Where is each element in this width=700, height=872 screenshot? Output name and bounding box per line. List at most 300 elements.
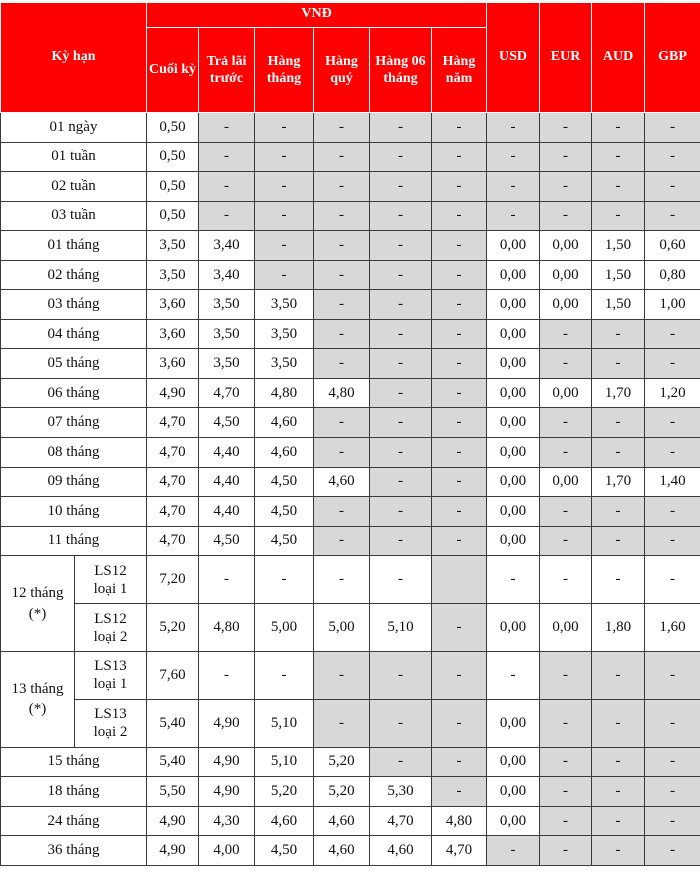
rate-cell: -	[487, 556, 540, 604]
rate-cell: 0,00	[487, 349, 540, 379]
table-row	[1, 604, 700, 652]
rate-cell: -	[540, 526, 592, 556]
rate-cell: 7,20	[147, 556, 199, 604]
rate-cell: -	[314, 408, 370, 438]
term-cell: 06 tháng	[1, 378, 147, 408]
term-cell	[1, 651, 75, 747]
rate-cell: -	[255, 231, 314, 261]
rate-cell: 1,60	[645, 604, 700, 652]
rate-cell: -	[199, 556, 255, 604]
rate-cell: -	[645, 497, 700, 527]
subtype-cell	[75, 699, 147, 747]
table-row	[1, 699, 700, 747]
term-cell	[1, 556, 75, 652]
rate-cell: 0,50	[147, 142, 199, 172]
subtype-code: LS12	[94, 610, 127, 627]
rate-cell: 4,90	[199, 699, 255, 747]
rate-cell: 0,00	[487, 260, 540, 290]
subtype-code: LS13	[94, 706, 127, 723]
rate-cell: -	[432, 408, 487, 438]
rate-cell: -	[370, 201, 432, 231]
rate-cell: 4,30	[199, 806, 255, 836]
rate-cell: 1,80	[592, 604, 645, 652]
rate-cell: 4,70	[147, 497, 199, 527]
vnd-col-header-semiannual: Hàng 06 tháng	[370, 28, 432, 113]
rate-cell: -	[645, 777, 700, 807]
rate-cell: -	[540, 349, 592, 379]
term-label: 13 tháng	[11, 681, 64, 698]
rate-cell: 4,60	[314, 467, 370, 497]
rate-cell: 4,90	[147, 836, 199, 866]
rate-cell: -	[592, 349, 645, 379]
vnd-col-header-end-of-term: Cuối kỳ	[147, 28, 199, 113]
rate-cell: 4,60	[370, 836, 432, 866]
rate-cell: 3,50	[255, 290, 314, 320]
rate-cell: -	[432, 777, 487, 807]
rate-cell: 0,00	[487, 526, 540, 556]
term-cell: 04 tháng	[1, 319, 147, 349]
rate-cell: -	[432, 231, 487, 261]
rate-cell: -	[370, 231, 432, 261]
table-row	[1, 113, 700, 143]
rate-cell: -	[592, 836, 645, 866]
rate-cell: 0,00	[487, 747, 540, 777]
rate-cell: 1,50	[592, 290, 645, 320]
rate-cell: 4,50	[255, 497, 314, 527]
rate-cell: 4,00	[199, 836, 255, 866]
rate-cell: 0,00	[487, 290, 540, 320]
table-row	[1, 747, 700, 777]
rate-cell: 0,00	[487, 777, 540, 807]
rate-cell: -	[592, 113, 645, 143]
rate-cell: -	[487, 651, 540, 699]
rate-cell: 4,50	[255, 526, 314, 556]
rate-cell: -	[370, 378, 432, 408]
term-cell: 02 tháng	[1, 260, 147, 290]
rate-cell: -	[370, 319, 432, 349]
rate-cell: 5,10	[255, 747, 314, 777]
term-cell: 05 tháng	[1, 349, 147, 379]
table-row	[1, 231, 700, 261]
term-note: (*)	[28, 605, 47, 622]
gbp-header: GBP	[645, 1, 700, 113]
rate-cell: 0,00	[487, 408, 540, 438]
subtype-cell	[75, 604, 147, 652]
term-cell: 02 tuần	[1, 172, 147, 202]
rate-cell: -	[540, 699, 592, 747]
term-cell: 01 tháng	[1, 231, 147, 261]
rate-cell: -	[540, 113, 592, 143]
table-row	[1, 290, 700, 320]
rate-cell: -	[487, 201, 540, 231]
table-body	[1, 113, 700, 866]
rate-cell: 5,50	[147, 777, 199, 807]
rate-cell: -	[432, 699, 487, 747]
rate-cell: -	[645, 172, 700, 202]
rate-cell: -	[255, 113, 314, 143]
term-cell: 03 tháng	[1, 290, 147, 320]
rate-cell: -	[314, 201, 370, 231]
rate-cell: -	[432, 467, 487, 497]
rate-cell: 4,80	[255, 378, 314, 408]
rate-cell: -	[370, 526, 432, 556]
vnd-col-header-annual: Hàng năm	[432, 28, 487, 113]
rate-cell: -	[314, 349, 370, 379]
rate-cell: -	[540, 806, 592, 836]
rate-cell: 1,20	[645, 378, 700, 408]
table-row	[1, 319, 700, 349]
rate-cell: 0,00	[487, 231, 540, 261]
rate-cell: 3,50	[147, 231, 199, 261]
rate-cell: -	[432, 349, 487, 379]
rate-cell: -	[370, 467, 432, 497]
table-row	[1, 201, 700, 231]
subtype-type: loại 1	[93, 580, 128, 597]
table-row	[1, 777, 700, 807]
rate-cell: 3,50	[199, 349, 255, 379]
rate-cell: -	[255, 651, 314, 699]
rate-cell: -	[199, 113, 255, 143]
rate-cell: -	[199, 651, 255, 699]
rate-cell: -	[370, 142, 432, 172]
subtype-type: loại 1	[93, 676, 128, 693]
term-header: Kỳ hạn	[1, 1, 147, 113]
rate-cell: -	[314, 231, 370, 261]
rate-cell: -	[645, 526, 700, 556]
rate-cell: -	[540, 201, 592, 231]
rate-cell: -	[540, 172, 592, 202]
rate-cell: -	[592, 777, 645, 807]
table-row	[1, 172, 700, 202]
rate-cell: 0,00	[487, 806, 540, 836]
rate-cell: 5,20	[255, 777, 314, 807]
rate-cell: -	[370, 747, 432, 777]
rate-cell: -	[592, 651, 645, 699]
rate-cell: 3,50	[199, 290, 255, 320]
rate-cell: -	[540, 777, 592, 807]
vnd-col-header-monthly: Hàng tháng	[255, 28, 314, 113]
rate-cell: 5,40	[147, 699, 199, 747]
rate-cell: 4,40	[199, 438, 255, 468]
term-cell: 07 tháng	[1, 408, 147, 438]
rate-cell: -	[645, 319, 700, 349]
rate-cell: -	[370, 699, 432, 747]
rate-cell: -	[487, 113, 540, 143]
table-row	[1, 142, 700, 172]
usd-header: USD	[487, 1, 540, 113]
term-cell: 36 tháng	[1, 836, 147, 866]
rate-cell: -	[432, 113, 487, 143]
rate-cell: -	[540, 319, 592, 349]
rate-cell	[432, 556, 487, 604]
rate-cell: -	[432, 497, 487, 527]
rate-cell: -	[314, 497, 370, 527]
rate-cell: -	[370, 497, 432, 527]
top-crop-edge	[0, 0, 700, 3]
rate-cell: -	[645, 836, 700, 866]
rate-cell: 7,60	[147, 651, 199, 699]
rate-cell: 0,50	[147, 113, 199, 143]
rate-cell: 0,50	[147, 172, 199, 202]
rate-cell: 3,50	[255, 319, 314, 349]
rate-cell: -	[592, 526, 645, 556]
rate-cell: -	[540, 556, 592, 604]
rate-cell: -	[592, 806, 645, 836]
rate-cell: -	[592, 747, 645, 777]
rate-cell: 1,70	[592, 467, 645, 497]
rate-cell: -	[432, 651, 487, 699]
subtype-cell	[75, 556, 147, 604]
rate-cell: -	[314, 319, 370, 349]
rate-cell: -	[592, 699, 645, 747]
rate-cell: 4,50	[199, 526, 255, 556]
rate-cell: -	[370, 408, 432, 438]
table-row	[1, 408, 700, 438]
rate-cell: -	[432, 260, 487, 290]
term-cell: 24 tháng	[1, 806, 147, 836]
rate-cell: -	[255, 260, 314, 290]
rate-cell: 1,40	[645, 467, 700, 497]
rate-cell: 0,00	[487, 438, 540, 468]
rate-cell: -	[255, 556, 314, 604]
table-row	[1, 526, 700, 556]
rate-cell: 4,90	[147, 378, 199, 408]
rate-cell: 4,60	[314, 806, 370, 836]
rate-cell: -	[592, 408, 645, 438]
rate-cell: -	[592, 319, 645, 349]
rate-cell: 4,70	[147, 408, 199, 438]
rate-cell: 0,00	[487, 467, 540, 497]
term-cell: 03 tuần	[1, 201, 147, 231]
rate-cell: -	[432, 747, 487, 777]
rate-cell: 4,70	[370, 806, 432, 836]
rate-cell: -	[314, 438, 370, 468]
term-cell: 15 tháng	[1, 747, 147, 777]
rate-cell: 4,70	[199, 378, 255, 408]
rate-cell: -	[432, 290, 487, 320]
rate-cell: -	[314, 113, 370, 143]
term-cell: 18 tháng	[1, 777, 147, 807]
rate-cell: -	[540, 651, 592, 699]
rate-cell: -	[540, 142, 592, 172]
table-row	[1, 497, 700, 527]
rate-cell: -	[645, 438, 700, 468]
rate-cell: 1,70	[592, 378, 645, 408]
rate-cell: 5,00	[314, 604, 370, 652]
rate-cell: -	[540, 747, 592, 777]
rate-cell: 4,60	[255, 806, 314, 836]
table-row	[1, 378, 700, 408]
rate-cell: 4,40	[199, 497, 255, 527]
rate-cell: -	[370, 113, 432, 143]
rate-cell: 0,00	[540, 290, 592, 320]
rate-cell: -	[432, 526, 487, 556]
rate-cell: 3,50	[255, 349, 314, 379]
rate-cell: -	[370, 290, 432, 320]
rate-cell: -	[432, 172, 487, 202]
vnd-col-header-quarterly: Hàng quý	[314, 28, 370, 113]
rate-cell: 3,50	[147, 260, 199, 290]
rate-cell: 3,40	[199, 231, 255, 261]
table-row	[1, 806, 700, 836]
rate-cell: 4,60	[314, 836, 370, 866]
term-cell: 01 tuần	[1, 142, 147, 172]
rate-cell: -	[645, 556, 700, 604]
rate-cell: -	[645, 651, 700, 699]
rate-cell: -	[645, 806, 700, 836]
rate-cell: -	[592, 201, 645, 231]
rate-cell: -	[432, 604, 487, 652]
subtype-code: LS12	[94, 562, 127, 579]
term-cell: 01 ngày	[1, 113, 147, 143]
rate-cell: -	[314, 651, 370, 699]
rate-cell: -	[432, 319, 487, 349]
rate-cell: 0,50	[147, 201, 199, 231]
rate-cell: 5,10	[255, 699, 314, 747]
rate-cell: 3,50	[199, 319, 255, 349]
rate-cell: -	[255, 172, 314, 202]
rate-cell: 4,70	[147, 438, 199, 468]
term-note: (*)	[28, 701, 47, 718]
rate-cell: 4,60	[255, 438, 314, 468]
rate-cell: -	[645, 142, 700, 172]
rate-cell: -	[592, 497, 645, 527]
rate-cell: -	[592, 172, 645, 202]
rate-cell: -	[645, 747, 700, 777]
rate-cell: -	[432, 142, 487, 172]
rate-cell: -	[645, 113, 700, 143]
rate-cell: 3,60	[147, 319, 199, 349]
rate-cell: 0,00	[487, 378, 540, 408]
rate-cell: -	[645, 408, 700, 438]
rate-cell: 4,90	[147, 806, 199, 836]
rate-cell: 5,10	[370, 604, 432, 652]
rate-cell: -	[592, 556, 645, 604]
table-row	[1, 438, 700, 468]
rate-cell: -	[370, 172, 432, 202]
term-cell: 10 tháng	[1, 497, 147, 527]
rate-cell: 0,00	[487, 497, 540, 527]
rate-cell: -	[314, 172, 370, 202]
rate-cell: -	[432, 201, 487, 231]
rate-cell: 5,00	[255, 604, 314, 652]
rate-cell: 0,60	[645, 231, 700, 261]
rate-cell: 0,00	[487, 699, 540, 747]
rate-cell: -	[592, 438, 645, 468]
rate-cell: 4,70	[147, 467, 199, 497]
rate-cell: 4,70	[432, 836, 487, 866]
rate-cell: 4,60	[255, 408, 314, 438]
rate-cell: 4,80	[199, 604, 255, 652]
rate-cell: -	[370, 349, 432, 379]
rate-cell: -	[199, 142, 255, 172]
rate-cell: 4,50	[255, 467, 314, 497]
term-cell: 09 tháng	[1, 467, 147, 497]
term-cell: 11 tháng	[1, 526, 147, 556]
rate-cell: 5,40	[147, 747, 199, 777]
rate-cell: 1,50	[592, 231, 645, 261]
vnd-col-header-prepaid: Trả lãi trước	[199, 28, 255, 113]
subtype-type: loại 2	[93, 628, 128, 645]
rate-cell: 0,00	[540, 467, 592, 497]
rate-cell: 1,00	[645, 290, 700, 320]
rate-cell: 4,50	[199, 408, 255, 438]
rate-cell: 4,40	[199, 467, 255, 497]
rate-cell: -	[314, 290, 370, 320]
rate-cell: -	[314, 142, 370, 172]
rate-cell: 3,60	[147, 349, 199, 379]
rate-cell: 4,70	[147, 526, 199, 556]
rate-cell: -	[540, 836, 592, 866]
rate-cell: -	[432, 438, 487, 468]
vnd-header: VNĐ	[147, 1, 487, 28]
rate-cell: 0,80	[645, 260, 700, 290]
rate-cell: 0,00	[540, 260, 592, 290]
rate-cell: -	[314, 556, 370, 604]
rate-cell: -	[487, 142, 540, 172]
rate-cell: -	[314, 260, 370, 290]
rate-cell: -	[540, 497, 592, 527]
term-label: 12 tháng	[11, 585, 64, 602]
table-row	[1, 467, 700, 497]
rate-cell: 5,30	[370, 777, 432, 807]
rate-cell: -	[314, 526, 370, 556]
rate-cell: -	[370, 438, 432, 468]
rate-cell: -	[370, 651, 432, 699]
rate-cell: 0,00	[540, 378, 592, 408]
rate-cell: 0,00	[540, 231, 592, 261]
rate-cell: -	[487, 172, 540, 202]
rate-cell: 4,90	[199, 747, 255, 777]
subtype-code: LS13	[94, 658, 127, 675]
header-row-top	[1, 1, 700, 28]
rate-cell: 5,20	[314, 747, 370, 777]
rate-cell: 0,00	[487, 319, 540, 349]
rate-cell: -	[370, 556, 432, 604]
rate-cell: 5,20	[314, 777, 370, 807]
rate-cell: 4,90	[199, 777, 255, 807]
rate-cell: -	[370, 260, 432, 290]
rate-cell: -	[540, 408, 592, 438]
subtype-type: loại 2	[93, 724, 128, 741]
rate-cell: -	[645, 201, 700, 231]
rate-cell: -	[540, 438, 592, 468]
rate-cell: -	[255, 201, 314, 231]
table-row	[1, 556, 700, 604]
table-row	[1, 260, 700, 290]
rate-cell: -	[432, 378, 487, 408]
table-row	[1, 836, 700, 866]
rate-cell: 1,50	[592, 260, 645, 290]
rate-cell: 4,80	[432, 806, 487, 836]
term-cell: 08 tháng	[1, 438, 147, 468]
rate-cell: 3,40	[199, 260, 255, 290]
rate-cell: 4,80	[314, 378, 370, 408]
rate-cell: 3,60	[147, 290, 199, 320]
rate-cell: -	[199, 201, 255, 231]
aud-header: AUD	[592, 1, 645, 113]
table-row	[1, 651, 700, 699]
rate-cell: 5,20	[147, 604, 199, 652]
rate-cell: -	[487, 836, 540, 866]
rate-cell: -	[592, 142, 645, 172]
rate-cell: 0,00	[487, 604, 540, 652]
eur-header: EUR	[540, 1, 592, 113]
rate-cell: 0,00	[540, 604, 592, 652]
subtype-cell	[75, 651, 147, 699]
rate-cell: -	[645, 349, 700, 379]
rate-cell: 4,50	[255, 836, 314, 866]
